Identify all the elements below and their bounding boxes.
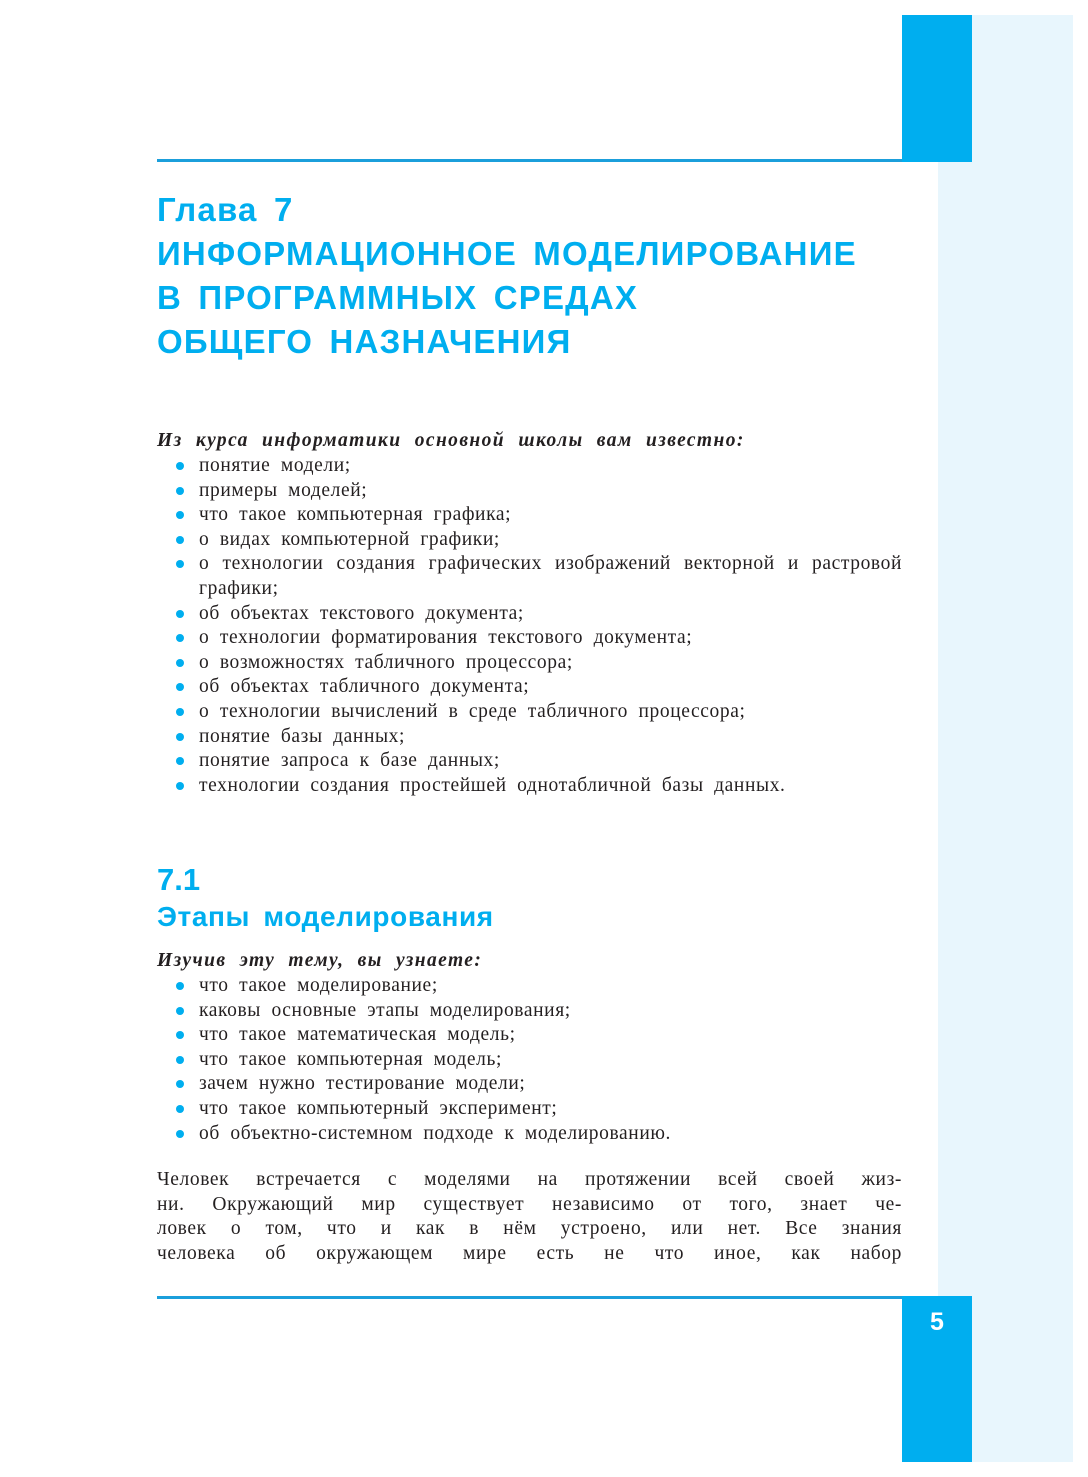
list-item: что такое моделирование; xyxy=(157,974,902,999)
body-paragraph xyxy=(157,1168,902,1266)
chapter-title-line: В ПРОГРАММНЫХ СРЕДАХ xyxy=(157,279,639,316)
paragraph-line: человека об окружающем мире есть не что иное, как набор xyxy=(157,1242,902,1264)
bullet-icon xyxy=(176,1056,184,1064)
list-item: о видах компьютерной графики; xyxy=(157,528,902,553)
header-rule xyxy=(157,159,902,162)
bullet-icon xyxy=(176,1080,184,1088)
prior-knowledge-lead: Из курса информатики основной школы вам известно: xyxy=(157,430,745,451)
bullet-icon xyxy=(176,733,184,741)
paragraph-line: ни. Окружающий мир существует независимо от того, знает че- xyxy=(157,1193,902,1215)
header-tab-block xyxy=(902,15,972,162)
footer-rule xyxy=(157,1296,902,1299)
bullet-icon xyxy=(176,782,184,790)
bullet-icon xyxy=(176,708,184,716)
bullet-icon xyxy=(176,1007,184,1015)
chapter-title-line: ИНФОРМАЦИОННОЕ МОДЕЛИРОВАНИЕ xyxy=(157,235,857,272)
prior-knowledge-list xyxy=(157,454,902,798)
section-title: Этапы моделирования xyxy=(157,901,494,932)
list-item: об объектно-системном подходе к моделированию. xyxy=(157,1122,902,1147)
bullet-icon xyxy=(176,659,184,667)
section-number: 7.1 xyxy=(157,862,201,897)
list-item: технологии создания простейшей однотабличной базы данных. xyxy=(157,774,902,799)
prior-knowledge-block xyxy=(157,428,902,798)
chapter-label: Глава 7 xyxy=(157,191,294,228)
bullet-icon xyxy=(176,683,184,691)
list-item: что такое компьютерная графика; xyxy=(157,503,902,528)
paragraph-line: Человек встречается с моделями на протяжении всей своей жиз- xyxy=(157,1169,902,1190)
bullet-icon xyxy=(176,487,184,495)
list-item: понятие запроса к базе данных; xyxy=(157,749,902,774)
list-item: о технологии вычислений в среде табличного процессора; xyxy=(157,700,902,725)
list-item: что такое математическая модель; xyxy=(157,1023,902,1048)
bullet-icon xyxy=(176,536,184,544)
list-item: о технологии создания графических изображений векторной и растровой графики; xyxy=(157,552,902,601)
list-item: о возможностях табличного процессора; xyxy=(157,651,902,676)
list-item: о технологии форматирования текстового документа; xyxy=(157,626,902,651)
bullet-icon xyxy=(176,1105,184,1113)
list-item: каковы основные этапы моделирования; xyxy=(157,999,902,1024)
learning-goals-lead: Изучив эту тему, вы узнаете: xyxy=(157,950,483,971)
bullet-icon xyxy=(176,462,184,470)
learning-goals-block xyxy=(157,948,902,1146)
list-item: что такое компьютерная модель; xyxy=(157,1048,902,1073)
margin-strip-top xyxy=(972,15,1073,162)
list-item: об объектах текстового документа; xyxy=(157,602,902,627)
list-item: примеры моделей; xyxy=(157,479,902,504)
bullet-icon xyxy=(176,511,184,519)
chapter-title-line: ОБЩЕГО НАЗНАЧЕНИЯ xyxy=(157,323,572,360)
page-number: 5 xyxy=(930,1308,944,1336)
list-item: что такое компьютерный эксперимент; xyxy=(157,1097,902,1122)
bullet-icon xyxy=(176,982,184,990)
list-item: зачем нужно тестирование модели; xyxy=(157,1072,902,1097)
paragraph-line: ловек о том, что и как в нём устроено, или нет. Все знания xyxy=(157,1218,902,1240)
margin-strip xyxy=(938,162,1073,1462)
list-item: об объектах табличного документа; xyxy=(157,675,902,700)
chapter-heading xyxy=(157,188,917,364)
bullet-icon xyxy=(176,634,184,642)
bullet-icon xyxy=(176,560,184,568)
bullet-icon xyxy=(176,1031,184,1039)
list-item: понятие модели; xyxy=(157,454,902,479)
list-item: понятие базы данных; xyxy=(157,725,902,750)
learning-goals-list xyxy=(157,974,902,1146)
bullet-icon xyxy=(176,757,184,765)
bullet-icon xyxy=(176,610,184,618)
bullet-icon xyxy=(176,1130,184,1138)
